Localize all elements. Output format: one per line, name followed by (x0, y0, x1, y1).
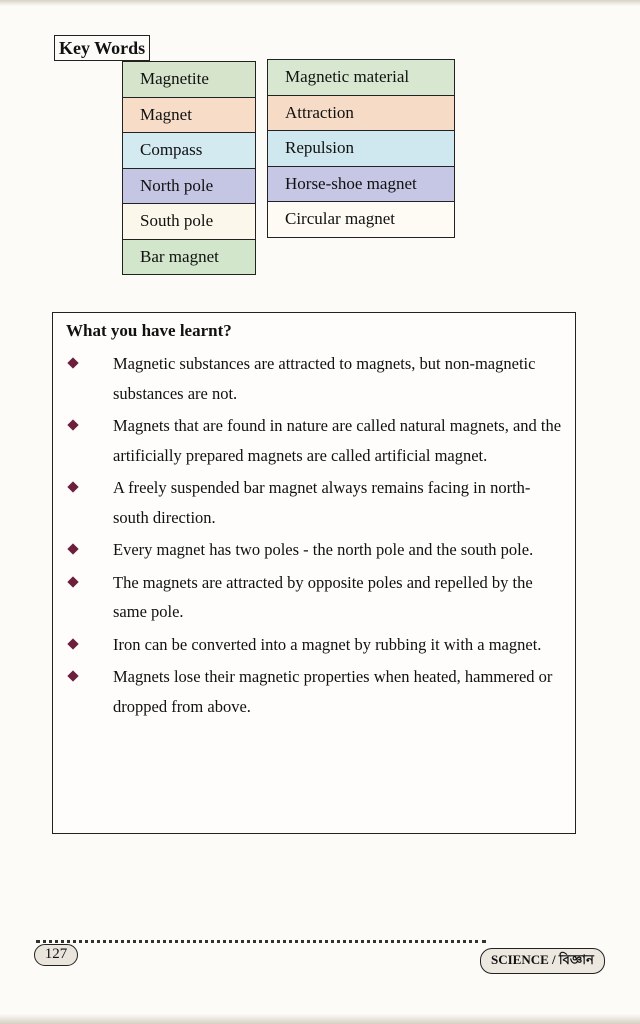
footer-dotted-rule (36, 940, 486, 943)
summary-title: What you have learnt? (66, 321, 232, 340)
key-word-cell: South pole (123, 204, 255, 240)
key-word-cell: Magnetite (123, 62, 255, 98)
key-word-cell: North pole (123, 169, 255, 205)
key-word-cell: Attraction (268, 96, 454, 132)
page-top-edge (0, 0, 640, 6)
key-words-right-column (267, 59, 455, 238)
diamond-bullet-icon (67, 638, 78, 649)
summary-item (53, 535, 575, 565)
key-word-cell: Bar magnet (123, 240, 255, 276)
key-word-cell: Repulsion (268, 131, 454, 167)
key-words-left-column (122, 61, 256, 275)
page-number: 127 (34, 944, 78, 966)
summary-list (53, 349, 575, 724)
summary-item-text: A freely suspended bar magnet always remains facing in north-south direction. (113, 478, 531, 527)
summary-item-text: Iron can be converted into a magnet by rubbing it with a magnet. (113, 634, 542, 654)
diamond-bullet-icon (67, 481, 78, 492)
summary-item-text: Magnets that are found in nature are called natural magnets, and the artificially prepared magnets are called artificial magnet. (113, 416, 562, 465)
summary-box (52, 312, 576, 834)
key-word-cell: Compass (123, 133, 255, 169)
key-word-cell: Magnet (123, 98, 255, 134)
summary-item (53, 568, 575, 627)
summary-item (53, 662, 575, 721)
diamond-bullet-icon (67, 543, 78, 554)
summary-item-text: Magnetic substances are attracted to magnets, but non-magnetic substances are not. (113, 354, 536, 403)
key-words-heading: Key Words (54, 35, 150, 61)
diamond-bullet-icon (67, 419, 78, 430)
summary-item (53, 411, 575, 470)
diamond-bullet-icon (67, 357, 78, 368)
summary-item (53, 630, 575, 660)
summary-item-text: Magnets lose their magnetic properties when heated, hammered or dropped from above. (113, 667, 553, 716)
key-word-cell: Horse-shoe magnet (268, 167, 454, 203)
summary-item (53, 473, 575, 532)
page-bottom-edge (0, 1014, 640, 1024)
key-word-cell: Magnetic material (268, 60, 454, 96)
subject-badge: SCIENCE / বিজ্ঞান (480, 948, 605, 974)
summary-item-text: Every magnet has two poles - the north pole and the south pole. (113, 540, 534, 559)
key-word-cell: Circular magnet (268, 202, 454, 238)
diamond-bullet-icon (67, 576, 78, 587)
summary-item (53, 349, 575, 408)
diamond-bullet-icon (67, 670, 78, 681)
summary-item-text: The magnets are attracted by opposite poles and repelled by the same pole. (113, 572, 533, 621)
